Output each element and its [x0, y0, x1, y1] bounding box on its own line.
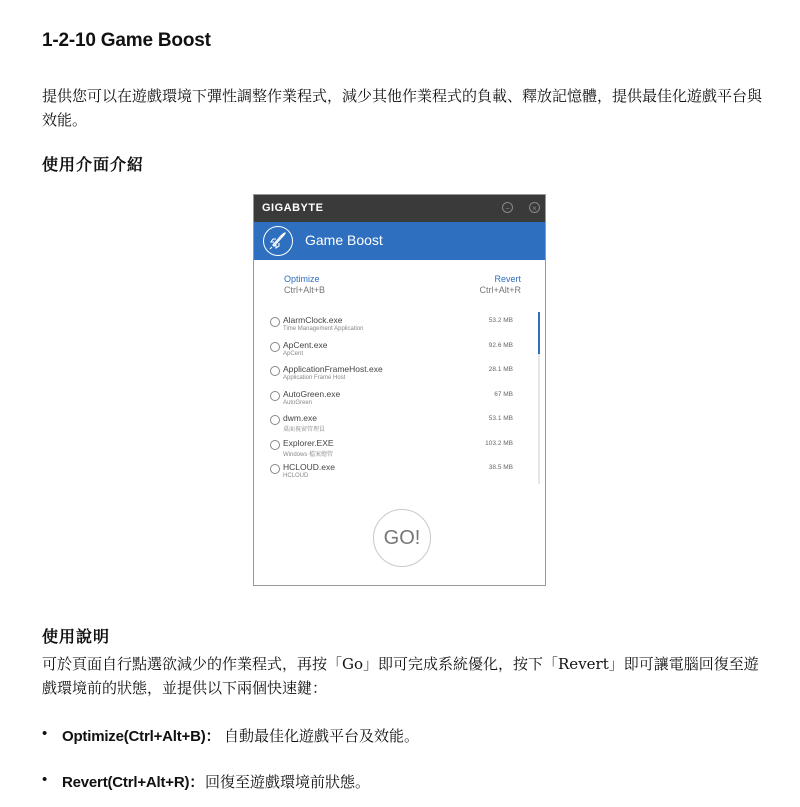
game-boost-window — [253, 194, 546, 586]
process-radio[interactable] — [270, 317, 280, 327]
go-button[interactable]: GO! — [373, 509, 431, 567]
process-memory: 38.5 MB — [488, 464, 513, 471]
optimize-label: Optimize — [284, 274, 320, 284]
process-name: Explorer.EXE — [283, 437, 334, 448]
shortcut-description: 自動最佳化遊戲平台及效能。 — [224, 727, 420, 745]
section-heading: 1-2-10 Game Boost — [42, 30, 211, 51]
process-description: ApCent — [283, 350, 304, 357]
optimize-shortcut: Ctrl+Alt+B — [284, 285, 326, 295]
scrollbar-thumb[interactable] — [538, 312, 540, 354]
process-description: HCLOUD — [283, 473, 309, 479]
process-description: Application Frame Host — [283, 375, 346, 381]
process-memory: 28.1 MB — [488, 366, 513, 373]
usage-title: 使用說明 — [42, 627, 111, 646]
process-radio[interactable] — [270, 464, 280, 474]
bullet-icon: • — [42, 725, 48, 742]
process-name: HCLOUD.exe — [283, 462, 335, 472]
shortcut-key: Revert(Ctrl+Alt+R)： — [62, 774, 205, 791]
shortcut-item-optimize — [42, 725, 762, 747]
process-radio[interactable] — [270, 342, 280, 352]
process-description: Time Management Application — [283, 326, 364, 332]
scrollbar[interactable] — [538, 312, 540, 484]
process-name: AutoGreen.exe — [283, 388, 341, 399]
process-name: AlarmClock.exe — [283, 315, 343, 325]
process-memory: 53.1 MB — [488, 415, 513, 422]
app-title: Game Boost — [305, 232, 383, 248]
process-radio[interactable] — [270, 415, 280, 425]
list-item[interactable] — [269, 438, 529, 463]
title-bar — [254, 195, 545, 222]
process-radio[interactable] — [270, 391, 280, 401]
process-memory: 53.2 MB — [488, 317, 513, 324]
process-name: ApplicationFrameHost.exe — [283, 364, 383, 374]
process-description: Windows 檔案總管 — [283, 451, 334, 458]
process-memory: 67 MB — [494, 390, 513, 398]
process-memory: 103.2 MB — [485, 439, 513, 447]
process-radio[interactable] — [270, 440, 280, 450]
process-list — [269, 315, 529, 487]
process-name: dwm.exe — [283, 413, 318, 423]
brand-logo: GIGABYTE — [262, 202, 324, 214]
interface-title: 使用介面介紹 — [42, 155, 145, 174]
shortcut-key: Optimize(Ctrl+Alt+B)： — [62, 728, 221, 745]
shortcut-description: 回復至遊戲環境前狀態。 — [205, 773, 371, 791]
revert-label: Revert — [494, 274, 521, 284]
rocket-icon — [263, 226, 293, 256]
list-item[interactable] — [269, 389, 529, 414]
list-item[interactable] — [269, 315, 529, 340]
process-radio[interactable] — [270, 366, 280, 376]
close-icon[interactable]: × — [529, 202, 540, 213]
app-header — [254, 222, 545, 260]
list-item[interactable] — [269, 462, 529, 487]
revert-button[interactable] — [479, 274, 521, 296]
intro-paragraph: 提供您可以在遊戲環境下彈性調整作業程式，減少其他作業程式的負載、釋放記憶體，提供最佳化遊戲平台與效能。 — [42, 87, 763, 129]
revert-shortcut: Ctrl+Alt+R — [479, 285, 521, 295]
bullet-icon: • — [42, 771, 48, 788]
list-item[interactable] — [269, 340, 529, 365]
shortcut-item-revert — [42, 771, 762, 793]
optimize-button[interactable] — [284, 274, 325, 296]
process-name: ApCent.exe — [283, 339, 328, 350]
usage-paragraph: 可於頁面自行點選欲減少的作業程式，再按「Go」即可完成系統優化，按下「Revert」即可讓電腦回復至遊戲環境前的狀態，並提供以下兩個快速鍵： — [42, 655, 759, 697]
minimize-icon[interactable]: − — [502, 202, 513, 213]
list-item[interactable] — [269, 364, 529, 389]
list-item[interactable] — [269, 413, 529, 438]
process-description: AutoGreen — [283, 399, 313, 406]
process-description: 桌面視窗管理員 — [283, 427, 326, 433]
process-memory: 92.6 MB — [488, 341, 513, 349]
